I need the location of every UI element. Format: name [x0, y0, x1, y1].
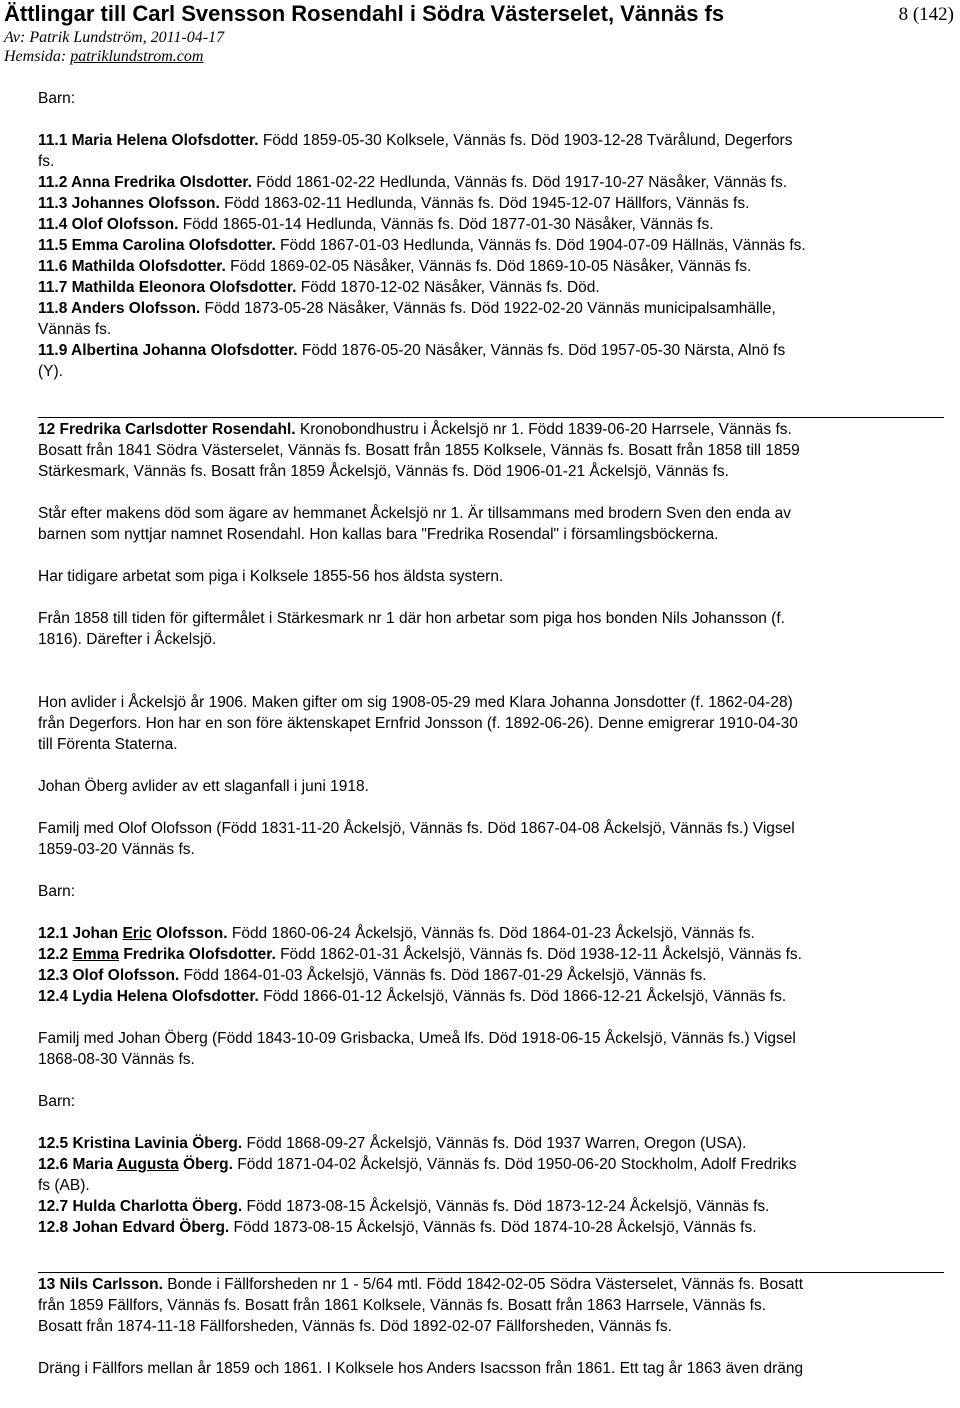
list-item: 11.5 Emma Carolina Olofsdotter. Född 1867-01-03 Hedlunda, Vännäs fs. Död 1904-07-09 Hällnäs, Vännäs fs. — [38, 237, 806, 254]
paragraph-line: Står efter makens död som ägare av hemmanet Åckelsjö nr 1. Är tillsammans med brodern Sven den enda av — [38, 505, 791, 522]
paragraph-line: Har tidigare arbetat som piga i Kolksele 1855-56 hos äldsta systern. — [38, 568, 504, 585]
paragraph-line: Dräng i Fällfors mellan år 1859 och 1861. I Kolksele hos Anders Isacsson från 1861. Ett tag år 1863 även dräng — [38, 1360, 804, 1377]
children-list-11 — [38, 130, 944, 382]
list-item: 11.2 Anna Fredrika Olsdotter. Född 1861-02-22 Hedlunda, Vännäs fs. Död 1917-10-27 Näsåker, Vännäs fs. — [38, 174, 788, 191]
family-line: 1859-03-20 Vännäs fs. — [38, 841, 195, 858]
page-header — [4, 0, 956, 66]
author-line: Av: Patrik Lundström, 2011-04-17 — [4, 29, 225, 46]
barn-label: Barn: — [38, 1093, 76, 1110]
list-item: 12.3 Olof Olofsson. Född 1864-01-03 Åckelsjö, Vännäs fs. Död 1867-01-29 Åckelsjö, Vännäs fs. — [38, 967, 707, 984]
list-item: 12.4 Lydia Helena Olofsdotter. Född 1866-01-12 Åckelsjö, Vännäs fs. Död 1866-12-21 Åckelsjö, Vännäs fs. — [38, 988, 787, 1005]
barn-label: Barn: — [38, 90, 76, 107]
list-item-cont: fs (AB). — [38, 1177, 90, 1194]
barn-label: Barn: — [38, 883, 76, 900]
paragraph-line: Från 1858 till tiden för giftermålet i Stärkesmark nr 1 där hon arbetar som piga hos bonden Nils Johansson (f. — [38, 610, 785, 627]
list-item: 11.3 Johannes Olofsson. Född 1863-02-11 Hedlunda, Vännäs fs. Död 1945-12-07 Hällfors, Vännäs fs. — [38, 195, 750, 212]
page-number: 8 (142) — [898, 4, 954, 25]
family-line: 1868-08-30 Vännäs fs. — [38, 1051, 195, 1068]
paragraph-line: Johan Öberg avlider av ett slaganfall i juni 1918. — [38, 778, 369, 795]
paragraph-line: till Förenta Staterna. — [38, 736, 178, 753]
list-item: 12.6 Maria Augusta Öberg. Född 1871-04-02 Åckelsjö, Vännäs fs. Död 1950-06-20 Stockholm, Adolf Fredriks — [38, 1156, 797, 1173]
list-item: 12.1 Johan Eric Olofsson. Född 1860-06-24 Åckelsjö, Vännäs fs. Död 1864-01-23 Åckelsjö, Vännäs fs. — [38, 925, 755, 942]
list-item: 12.7 Hulda Charlotta Öberg. Född 1873-08-15 Åckelsjö, Vännäs fs. Död 1873-12-24 Åckelsjö, Vännäs fs. — [38, 1198, 770, 1215]
heading-line: Stärkesmark, Vännäs fs. Bosatt från 1859 Åckelsjö, Vännäs fs. Död 1906-01-21 Åckelsjö, Vännäs fs. — [38, 463, 729, 480]
list-item: 11.7 Mathilda Eleonora Olofsdotter. Född 1870-12-02 Näsåker, Vännäs fs. Död. — [38, 279, 600, 296]
heading-line: från 1859 Fällfors, Vännäs fs. Bosatt från 1861 Kolksele, Vännäs fs. Bosatt från 1863 Harrsele, Vännäs fs. — [38, 1297, 767, 1314]
homepage-label: Hemsida: — [4, 48, 71, 65]
document-body — [38, 88, 944, 1379]
section-heading-13: 13 Nils Carlsson. Bonde i Fällforsheden nr 1 - 5/64 mtl. Född 1842-02-05 Södra Västerselet, Vännäs fs. Bosatt — [38, 1276, 804, 1293]
family-line: Familj med Johan Öberg (Född 1843-10-09 Grisbacka, Umeå lfs. Död 1918-06-15 Åckelsjö, Vännäs fs.) Vigsel — [38, 1030, 796, 1047]
paragraph-line: barnen som nyttjar namnet Rosendahl. Hon kallas bara "Fredrika Rosendal" i församlingsböckerna. — [38, 526, 719, 543]
family-line: Familj med Olof Olofsson (Född 1831-11-20 Åckelsjö, Vännäs fs. Död 1867-04-08 Åckelsjö, Vännäs fs.) Vigsel — [38, 820, 795, 837]
list-item: 12.2 Emma Fredrika Olofsdotter. Född 1862-01-31 Åckelsjö, Vännäs fs. Död 1938-12-11 Åckelsjö, Vännäs fs. — [38, 946, 802, 963]
homepage-line — [4, 47, 956, 66]
list-item: 12.8 Johan Edvard Öberg. Född 1873-08-15 Åckelsjö, Vännäs fs. Död 1874-10-28 Åckelsjö, Vännäs fs. — [38, 1219, 757, 1236]
list-item-cont: (Y). — [38, 363, 63, 380]
paragraph-line: från Degerfors. Hon har en son före äktenskapet Ernfrid Jonsson (f. 1892-06-26). Denne emigrerar 1910-04-30 — [38, 715, 798, 732]
list-item-cont: Vännäs fs. — [38, 321, 112, 338]
paragraph-line: 1816). Därefter i Åckelsjö. — [38, 631, 217, 648]
list-item-cont: fs. — [38, 153, 55, 170]
list-item: 12.5 Kristina Lavinia Öberg. Född 1868-09-27 Åckelsjö, Vännäs fs. Död 1937 Warren, Oregon (USA). — [38, 1135, 747, 1152]
list-item: 11.9 Albertina Johanna Olofsdotter. Född 1876-05-20 Näsåker, Vännäs fs. Död 1957-05-30 Närsta, Alnö fs — [38, 342, 786, 359]
list-item: 11.8 Anders Olofsson. Född 1873-05-28 Näsåker, Vännäs fs. Död 1922-02-20 Vännäs municipalsamhälle, — [38, 300, 776, 317]
list-item: 11.4 Olof Olofsson. Född 1865-01-14 Hedlunda, Vännäs fs. Död 1877-01-30 Näsåker, Vännäs fs. — [38, 216, 714, 233]
homepage-link[interactable]: patriklundstrom.com — [70, 48, 204, 65]
list-item: 11.1 Maria Helena Olofsdotter. Född 1859-05-30 Kolksele, Vännäs fs. Död 1903-12-28 Tvärålund, Degerfors — [38, 132, 793, 149]
list-item: 11.6 Mathilda Olofsdotter. Född 1869-02-05 Näsåker, Vännäs fs. Död 1869-10-05 Näsåker, Vännäs fs. — [38, 258, 752, 275]
section-heading-12: 12 Fredrika Carlsdotter Rosendahl. Kronobondhustru i Åckelsjö nr 1. Född 1839-06-20 Harrsele, Vännäs fs. — [38, 421, 792, 438]
heading-line: Bosatt från 1841 Södra Västerselet, Vännäs fs. Bosatt från 1855 Kolksele, Vännäs fs. Bosatt från 1858 till 1859 — [38, 442, 800, 459]
heading-line: Bosatt från 1874-11-18 Fällforsheden, Vännäs fs. Död 1892-02-07 Fällforsheden, Vännäs fs. — [38, 1318, 672, 1335]
paragraph-line: Hon avlider i Åckelsjö år 1906. Maken gifter om sig 1908-05-29 med Klara Johanna Jonsdotter (f. 1862-04-28) — [38, 694, 793, 711]
document-title: Ättlingar till Carl Svensson Rosendahl i Södra Västerselet, Vännäs fs — [4, 1, 725, 26]
